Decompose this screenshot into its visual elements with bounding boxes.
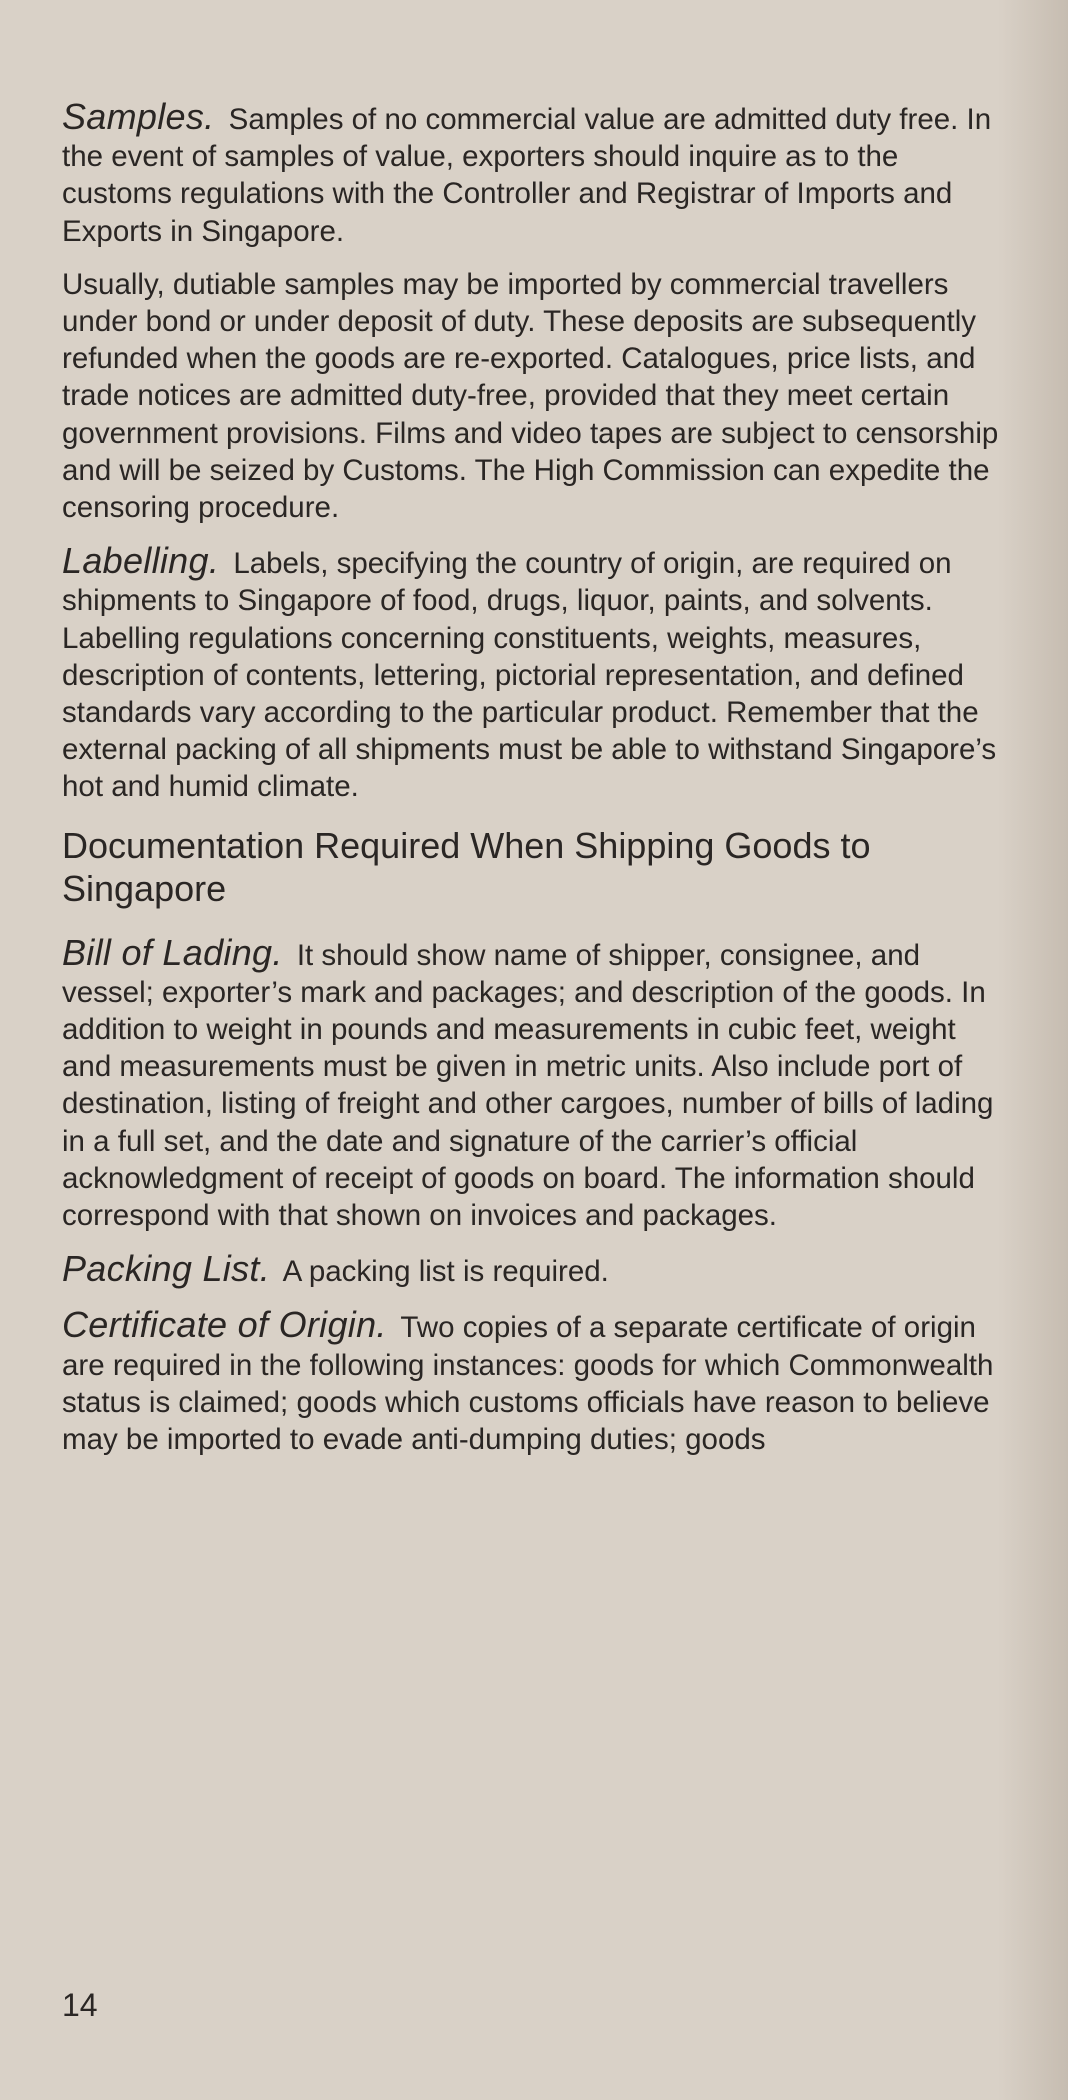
labelling-text: Labels, specifying the country of origin, are required on shipments to Singapore of food, drugs, liquor, paints, and solvents. Labelling regulations concerning constituents, weights, measures, description of contents, lettering, pictorial representation, and defined standards vary according to the particular product. Remember that the external packing of all shipments must be able to withstand Singapore’s hot and humid climate.: [62, 547, 997, 804]
page-number: 14: [62, 1987, 98, 2023]
documentation-heading: Documentation Required When Shipping Goods to Singapore: [62, 824, 871, 909]
labelling-lead: Labelling.: [62, 540, 220, 582]
samples-paragraph: [62, 98, 1002, 250]
bill-of-lading-lead: Bill of Lading.: [62, 931, 283, 973]
samples-lead: Samples.: [62, 96, 215, 137]
certificate-of-origin-paragraph: [62, 1306, 1002, 1458]
dutiable-samples-text: Usually, dutiable samples may be imported by commercial travellers under bond or under deposit of duty. These deposits are subsequently refunded when the goods are re-exported. Catalogues, price lists, and trade notices are admitted duty-free, provided that they meet certain government provisions. Films and video tapes are subject to censorship and will be seized by Customs. The High Commission can expedite the censoring procedure.: [62, 267, 999, 525]
certificate-of-origin-text: Two copies of a separate certificate of origin are required in the following instances: goods for which Commonwealth status is claimed; goods which customs officials have reason to believe may be imported to evade anti-dumping duties; goods: [62, 1311, 994, 1457]
bill-of-lading-text: It should show name of shipper, consignee, and vessel; exporter’s mark and packages; and description of the goods. In addition to weight in pounds and measurements in cubic feet, weight and measurements must be given in metric units. Also include port of destination, listing of freight and other cargoes, number of bills of lading in a full set, and the date and signature of the carrier’s official acknowledgment of receipt of goods on board. The information should correspond with that shown on invoices and packages.: [62, 938, 994, 1233]
page-edge-shadow: [998, 0, 1068, 2100]
packing-list-text: A packing list is required.: [282, 1255, 609, 1289]
packing-list-lead: Packing List.: [62, 1248, 270, 1290]
samples-text: Samples of no commercial value are admitted duty free. In the event of samples of value, exporters should inquire as to the customs regulations with the Controller and Registrar of Imports and Exports in Singapore.: [62, 103, 992, 248]
page-body: [62, 98, 1002, 1474]
packing-list-paragraph: [62, 1250, 1002, 1290]
labelling-paragraph: [62, 542, 1002, 805]
bill-of-lading-paragraph: [62, 931, 1002, 1235]
certificate-of-origin-lead: Certificate of Origin.: [62, 1304, 387, 1346]
dutiable-samples-paragraph: [62, 266, 1002, 526]
